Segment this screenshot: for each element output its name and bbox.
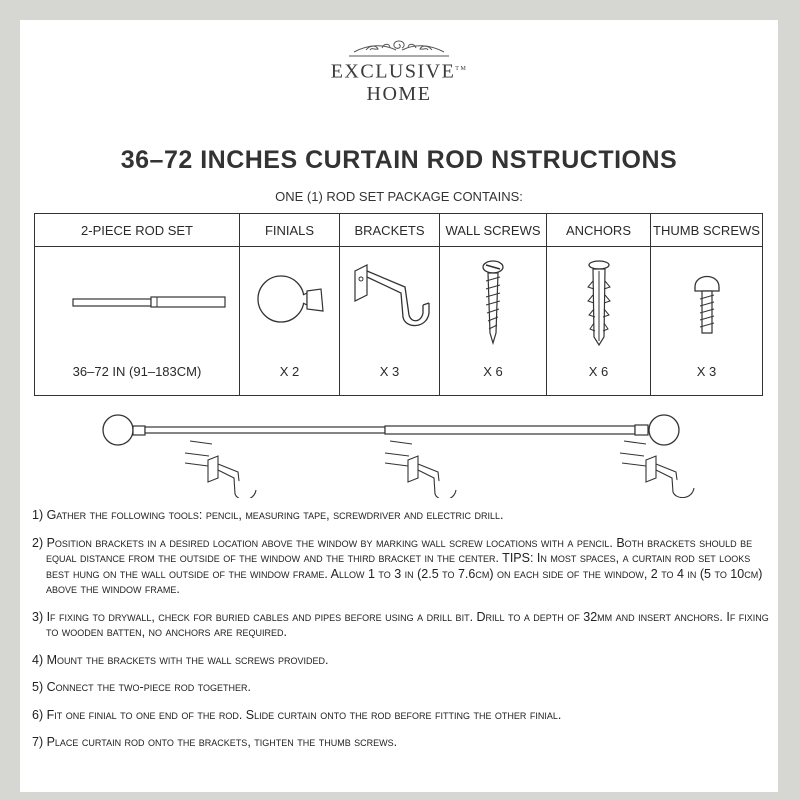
step-text: 2) Position brackets in a desired location above the window by marking wall screw locations with a pencil. Both brackets should be equal distance from the outside of the window and the third bracket in the center. TIPS: In most spaces, a curtain rod set looks best hung on the wall outside of the window frame. Allow 1 to 3 in (2.5 to 7.6cm) on each side of the window, 2 to 4 in (5 to 10cm) above the window frame. bbox=[32, 535, 763, 596]
part-name: THUMB SCREWS bbox=[651, 214, 763, 247]
instruction-steps bbox=[32, 508, 772, 763]
brand-logo bbox=[20, 38, 778, 105]
step-text: 7) Place curtain rod onto the brackets, tighten the thumb screws. bbox=[32, 735, 398, 749]
part-cell bbox=[340, 247, 440, 396]
step-text: 4) Mount the brackets with the wall screws provided. bbox=[32, 652, 329, 667]
bracket-icon bbox=[345, 257, 435, 337]
instruction-step bbox=[32, 508, 772, 524]
rod-icon bbox=[47, 257, 227, 337]
instruction-step bbox=[32, 708, 772, 724]
ornament-icon bbox=[344, 38, 454, 58]
part-cell bbox=[440, 247, 547, 396]
parts-header-row bbox=[35, 214, 763, 247]
instruction-step bbox=[32, 680, 772, 696]
step-text: 5) Connect the two-piece rod together. bbox=[32, 680, 251, 694]
part-name: 2-PIECE ROD SET bbox=[35, 214, 240, 247]
part-cell bbox=[547, 247, 651, 396]
wall-screw-icon bbox=[448, 257, 538, 347]
assembly-diagram bbox=[100, 408, 700, 498]
anchor-icon bbox=[554, 257, 644, 347]
instruction-step bbox=[32, 536, 772, 598]
part-name: BRACKETS bbox=[340, 214, 440, 247]
finial-icon bbox=[245, 257, 335, 337]
parts-image-row bbox=[35, 247, 763, 396]
trademark: TM bbox=[455, 66, 468, 72]
instruction-step bbox=[32, 610, 772, 641]
step-text: 1) Gather the following tools: pencil, measuring tape, screwdriver and electric drill. bbox=[32, 508, 504, 522]
part-quantity: X 3 bbox=[379, 364, 400, 379]
part-quantity: 36–72 IN (91–183CM) bbox=[72, 364, 202, 379]
part-name: ANCHORS bbox=[547, 214, 651, 247]
instruction-step bbox=[32, 653, 772, 669]
part-quantity: X 6 bbox=[588, 364, 609, 379]
parts-table bbox=[34, 213, 763, 396]
part-cell bbox=[35, 247, 240, 396]
part-cell bbox=[651, 247, 763, 396]
step-text: 3) If fixing to drywall, check for buried cables and pipes before using a drill bit. Drill to a depth of 32mm and insert anchors. If fixing to wooden batten, no anchors are required. bbox=[32, 609, 769, 639]
instruction-step bbox=[32, 735, 772, 751]
part-quantity: X 2 bbox=[279, 364, 300, 379]
part-name: WALL SCREWS bbox=[440, 214, 547, 247]
part-quantity: X 3 bbox=[696, 364, 717, 379]
thumb-screw-icon bbox=[662, 257, 752, 337]
step-text: 6) Fit one finial to one end of the rod. Slide curtain onto the rod before fitting the other finial. bbox=[32, 707, 562, 722]
brand-name-line2: HOME bbox=[366, 82, 432, 105]
brand-name-line1: EXCLUSIVE bbox=[330, 60, 456, 83]
package-contents-heading: ONE (1) ROD SET PACKAGE CONTAINS: bbox=[275, 189, 523, 204]
part-name: FINIALS bbox=[240, 214, 340, 247]
page-title: 36–72 INCHES CURTAIN ROD NSTRUCTIONS bbox=[120, 146, 678, 174]
part-cell bbox=[240, 247, 340, 396]
instruction-sheet bbox=[20, 20, 778, 792]
part-quantity: X 6 bbox=[483, 364, 503, 379]
